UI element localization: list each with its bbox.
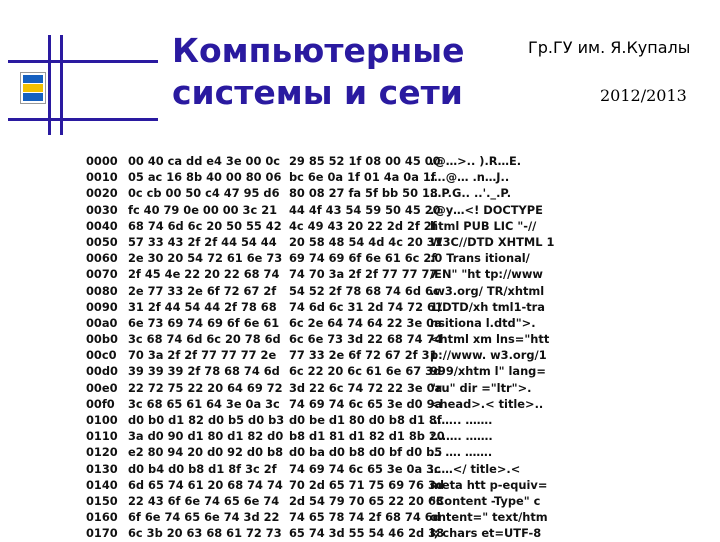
hexdump-address: 0000 — [86, 154, 118, 168]
hexdump-address: 00c0 — [86, 348, 117, 363]
hexdump-hex-right: d0 be d1 80 d0 b8 d1 8f — [289, 413, 442, 427]
hexdump-hex-right: 4c 49 43 20 22 2d 2f 2f — [289, 218, 437, 233]
hexdump-address: 0110 — [86, 429, 118, 444]
hexdump-ascii: :……. ……. — [430, 429, 493, 444]
hexdump-hex-right: 74 69 74 6c 65 3e 0a 3c — [289, 461, 441, 476]
hexdump-hex-left: d0 b0 d1 82 d0 b5 d0 b3 — [128, 413, 285, 427]
hexdump-row — [86, 412, 710, 428]
hexdump-hex-right: 3d 22 6c 74 72 22 3e 0a — [289, 380, 443, 395]
organization-label: Гр.ГУ им. Я.Купалы — [528, 38, 691, 57]
hexdump-hex-left: e2 80 94 20 d0 92 d0 b8 — [128, 445, 284, 460]
hexdump-hex-left: 2e 30 20 54 72 61 6e 73 — [128, 251, 283, 266]
hexdump-ascii: ……</ title>.< — [430, 461, 521, 476]
hexdump-hex-left: 6d 65 74 61 20 68 74 74 — [128, 477, 283, 492]
hexdump-address: 0100 — [86, 413, 118, 427]
hexdump-ascii: .@…>.. ).R…E. — [430, 154, 522, 168]
slide-title-line1: Компьютерные — [172, 31, 465, 70]
hexdump-hex-right: 20 58 48 54 4d 4c 20 31 — [289, 234, 443, 249]
hexdump-address: 0040 — [86, 218, 118, 233]
hexdump-address: 0150 — [86, 493, 118, 508]
hexdump-row — [86, 218, 710, 234]
hexdump-ascii: ….@… .n…J.. — [430, 170, 510, 185]
hexdump-ascii: <html xm lns="htt — [430, 332, 550, 347]
hexdump-address: 0120 — [86, 445, 118, 460]
hexdump-address: 0090 — [86, 299, 118, 314]
hexdump-row — [86, 283, 710, 299]
hexdump-address: 0020 — [86, 186, 118, 201]
hexdump-ascii: ontent=" text/htm — [430, 510, 548, 525]
university-emblem-icon — [20, 72, 46, 104]
hexdump-ascii: … …. ……. — [430, 445, 493, 460]
hexdump-row — [86, 266, 710, 282]
hexdump-hex-left: 22 72 75 22 20 64 69 72 — [128, 380, 283, 395]
hexdump-hex-right: 2d 54 79 70 65 22 20 63 — [289, 493, 444, 508]
hexdump-hex-left: 22 43 6f 6e 74 65 6e 74 — [128, 493, 280, 508]
slide-title-line2: системы и сети — [172, 73, 463, 112]
hexdump-row — [86, 461, 710, 477]
hexdump-address: 0050 — [86, 234, 118, 249]
hexdump-address: 0160 — [86, 510, 118, 525]
hexdump-ascii: .0 Trans itional/ — [430, 251, 530, 266]
hexdump-address: 0080 — [86, 283, 118, 298]
hexdump-address: 00f0 — [86, 396, 115, 411]
hexdump-hex-left: 0c cb 00 50 c4 47 95 d6 — [128, 186, 280, 201]
hexdump-hex-right: 65 74 3d 55 54 46 2d 38 — [289, 526, 445, 541]
hexdump-ascii: .@y…<! DOCTYPE — [430, 202, 543, 217]
hexdump-row — [86, 509, 710, 525]
hexdump-row — [86, 347, 710, 363]
hexdump-address: 0070 — [86, 267, 118, 282]
hexdump-row — [86, 331, 710, 347]
hexdump-row — [86, 493, 710, 509]
hexdump-ascii: <head>.< title>.. — [430, 396, 544, 411]
hexdump-hex-left: 68 74 6d 6c 20 50 55 42 — [128, 218, 282, 233]
hexdump-ascii: …P.G.. ..'._.P. — [430, 186, 512, 201]
hexdump-hex-left: 6e 73 69 74 69 6f 6e 61 — [128, 315, 280, 330]
hex-dump — [86, 153, 710, 542]
hexdump-address: 0130 — [86, 461, 118, 476]
hexdump-row — [86, 380, 710, 396]
hexdump-ascii: …….. ……. — [430, 413, 493, 427]
hexdump-hex-left: 05 ac 16 8b 40 00 80 06 — [128, 170, 282, 185]
hexdump-ascii: meta htt p-equiv= — [430, 477, 548, 492]
hexdump-ascii: .w3.org/ TR/xhtml — [430, 283, 545, 298]
hexdump-hex-left: fc 40 79 0e 00 00 3c 21 — [128, 202, 278, 217]
hexdump-ascii: "Content -Type" c — [430, 493, 541, 508]
hexdump-row — [86, 185, 710, 201]
hexdump-address: 0170 — [86, 526, 118, 541]
hexdump-hex-right: 69 74 69 6f 6e 61 6c 2f — [289, 251, 437, 266]
hexdump-hex-left: 3a d0 90 d1 80 d1 82 d0 — [128, 429, 284, 444]
hexdump-hex-left: 31 2f 44 54 44 2f 78 68 — [128, 299, 277, 314]
hexdump-ascii: 1/DTD/xh tml1-tra — [430, 299, 545, 314]
hexdump-hex-right: 6c 6e 73 3d 22 68 74 74 — [289, 332, 443, 347]
hexdump-hex-right: 74 6d 6c 31 2d 74 72 61 — [289, 299, 443, 314]
hexdump-hex-left: 3c 68 74 6d 6c 20 78 6d — [128, 332, 281, 347]
hexdump-hex-right: 74 69 74 6c 65 3e d0 9a — [289, 396, 443, 411]
slide-title — [172, 30, 492, 114]
hexdump-hex-left: 6c 3b 20 63 68 61 72 73 — [128, 526, 282, 541]
hexdump-row — [86, 444, 710, 460]
hexdump-row — [86, 396, 710, 412]
hexdump-ascii: W3C//DTD XHTML 1 — [430, 234, 555, 249]
hexdump-row — [86, 299, 710, 315]
hexdump-address: 0030 — [86, 202, 118, 217]
hexdump-hex-right: b8 d1 81 d1 82 d1 8b 20 — [289, 429, 445, 444]
hexdump-address: 00a0 — [86, 315, 118, 330]
hexdump-hex-right: 70 2d 65 71 75 69 76 3d — [289, 477, 445, 492]
hexdump-address: 0010 — [86, 170, 118, 185]
hexdump-address: 0140 — [86, 477, 118, 492]
hexdump-row — [86, 363, 710, 379]
hexdump-row — [86, 234, 710, 250]
hexdump-ascii: /EN" "ht tp://www — [430, 267, 543, 282]
hexdump-address: 0060 — [86, 251, 118, 266]
hexdump-ascii: nsitiona l.dtd">. — [430, 315, 536, 330]
hexdump-address: 00e0 — [86, 380, 118, 395]
hexdump-row — [86, 250, 710, 266]
hexdump-address: 00b0 — [86, 332, 118, 347]
hexdump-ascii: 999/xhtm l" lang= — [430, 364, 546, 379]
hexdump-row — [86, 428, 710, 444]
hexdump-hex-right: 29 85 52 1f 08 00 45 00 — [289, 154, 441, 168]
hexdump-hex-left: d0 b4 d0 b8 d1 8f 3c 2f — [128, 461, 277, 476]
hexdump-address: 00d0 — [86, 364, 118, 379]
hexdump-row — [86, 525, 710, 541]
hexdump-hex-left: 00 40 ca dd e4 3e 00 0c — [128, 154, 281, 168]
hexdump-hex-left: 2f 45 4e 22 20 22 68 74 — [128, 267, 280, 282]
hexdump-row — [86, 202, 710, 218]
hexdump-hex-left: 6f 6e 74 65 6e 74 3d 22 — [128, 510, 280, 525]
decor-hline-2 — [8, 118, 158, 121]
hexdump-hex-right: 54 52 2f 78 68 74 6d 6c — [289, 283, 440, 298]
hexdump-hex-right: 44 4f 43 54 59 50 45 20 — [289, 202, 441, 217]
hexdump-hex-left: 57 33 43 2f 2f 44 54 44 — [128, 234, 277, 249]
hexdump-hex-right: 74 65 78 74 2f 68 74 6d — [289, 510, 441, 525]
hexdump-hex-right: d0 ba d0 b8 d0 bf d0 b5 — [289, 445, 443, 460]
hexdump-hex-right: 74 70 3a 2f 2f 77 77 77 — [289, 267, 438, 282]
hexdump-row — [86, 315, 710, 331]
hexdump-hex-right: 80 08 27 fa 5f bb 50 18 — [289, 186, 438, 201]
hexdump-hex-left: 2e 77 33 2e 6f 72 67 2f — [128, 283, 277, 298]
hexdump-hex-left: 3c 68 65 61 64 3e 0a 3c — [128, 396, 280, 411]
hexdump-row — [86, 153, 710, 169]
hexdump-hex-right: 77 33 2e 6f 72 67 2f 31 — [289, 348, 438, 363]
hexdump-row — [86, 477, 710, 493]
hexdump-hex-right: 6c 22 20 6c 61 6e 67 3d — [289, 364, 442, 379]
hexdump-hex-left: 70 3a 2f 2f 77 77 77 2e — [128, 348, 277, 363]
hexdump-ascii: l; chars et=UTF-8 — [430, 526, 542, 541]
hexdump-ascii: p://www. w3.org/1 — [430, 348, 547, 363]
hexdump-ascii: "ru" dir ="ltr">. — [430, 380, 532, 395]
hexdump-ascii: html PUB LIC "-// — [430, 218, 537, 233]
year-label: 2012/2013 — [600, 86, 687, 105]
hexdump-hex-right: bc 6e 0a 1f 01 4a 0a 1f — [289, 170, 436, 185]
decor-hline-1 — [8, 60, 158, 63]
hexdump-hex-right: 6c 2e 64 74 64 22 3e 0a — [289, 315, 442, 330]
hexdump-row — [86, 169, 710, 185]
hexdump-hex-left: 39 39 39 2f 78 68 74 6d — [128, 364, 280, 379]
